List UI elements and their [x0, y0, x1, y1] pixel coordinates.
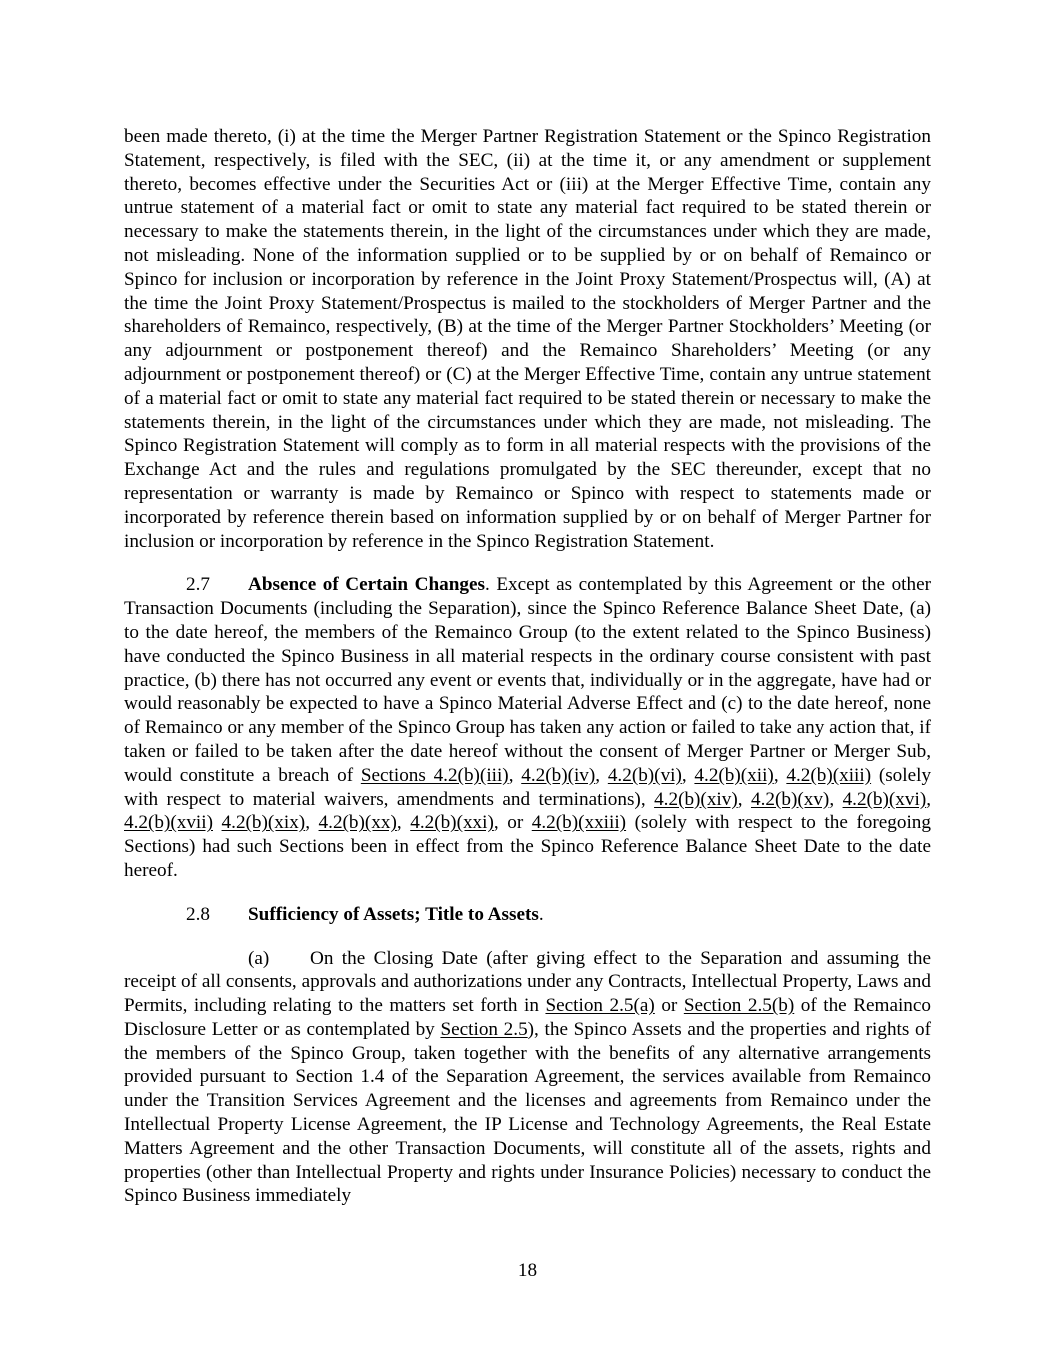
section-2-8-a-paragraph: (a) On the Closing Date (after giving effect to the Separation and assuming the receipt of all consents, approvals and authorizations under any Contracts, Intellectual Property, Laws and Permits, including relating to the matters set forth in Section 2.5(a) or Section 2.5(b) of the Remainco Disclosure Letter or as contemplated by Section 2.5), the Spinco Assets and the properties and rights of the members of the Spinco Group, taken together with the benefits of any alternative arrangements provided pursuant to Section 1.4 of the Separation Agreement, the services available from Remainco under the Transition Services Agreement and the licenses and agreements from Remainco under the Intellectual Property License Agreement, the IP License and Technology Agreements, the Real Estate Matters Agreement and the other Transaction Documents, will constitute all of the assets, rights and properties (other than Intellectual Property and rights under Insurance Policies) necessary to conduct the Spinco Business immediately: [124, 947, 931, 1207]
document-page: [124, 125, 931, 1208]
cross-reference: 4.2(b)(xvi): [842, 788, 927, 810]
section-2-8-heading: Sufficiency of Assets; Title to Assets: [248, 903, 539, 925]
section-2-7-paragraph: 2.7 Absence of Certain Changes. Except as contemplated by this Agreement or the other Transaction Documents (including the Separation), since the Spinco Reference Balance Sheet Date, (a) to the date hereof, the members of the Remainco Group (to the extent related to the Spinco Business) have conducted the Spinco Business in all material respects in the ordinary course consistent with past practice, (b) there has not occurred any event or events that, individually or in the aggregate, have had or would reasonably be expected to have a Spinco Material Adverse Effect and (c) to the date hereof, none of Remainco or any member of the Spinco Group has taken any action or failed to take any action that, if taken or failed to be taken after the date hereof without the consent of Merger Partner or Merger Sub, would constitute a breach of Sections 4.2(b)(iii), 4.2(b)(iv), 4.2(b)(vi), 4.2(b)(xii), 4.2(b)(xiii) (solely with respect to material waivers, amendments and terminations), 4.2(b)(xiv), 4.2(b)(xv), 4.2(b)(xvi), 4.2(b)(xvii) 4.2(b)(xix), 4.2(b)(xx), 4.2(b)(xxi), or 4.2(b)(xxiii) (solely with respect to the foregoing Sections) had such Sections been in effect from the Spinco Reference Balance Sheet Date to the date hereof.: [124, 574, 932, 881]
cross-reference: Sections 4.2(b)(iii): [360, 764, 509, 786]
section-2-8-heading-line: 2.8 Sufficiency of Assets; Title to Assets.: [186, 903, 544, 925]
cross-reference: 4.2(b)(iv): [521, 764, 596, 786]
cross-reference: Section 2.5(a): [545, 995, 655, 1017]
cross-reference: 4.2(b)(vi): [607, 764, 682, 786]
cross-reference: 4.2(b)(xv): [750, 788, 830, 810]
section-2-7-number: 2.7: [186, 574, 210, 596]
paragraph-carryover: been made thereto, (i) at the time the Merger Partner Registration Statement or the Spinco Registration Statement, respectively, is filed with the SEC, (ii) at the time it, or any amendment or supplement thereto, becomes effective under the Securities Act or (iii) at the Merger Effective Time, contain any untrue statement of a material fact or omit to state any material fact required to be stated therein or necessary to make the statements therein, in the light of the circumstances under which they are made, not misleading. None of the information supplied or to be supplied by or on behalf of Remainco or Spinco for inclusion or incorporation by reference in the Joint Proxy Statement/Prospectus will, (A) at the time the Joint Proxy Statement/Prospectus is mailed to the stockholders of Merger Partner and the shareholders of Remainco, respectively, (B) at the time of the Merger Partner Stockholders’ Meeting (or any adjournment or postponement thereof) and the Remainco Shareholders’ Meeting (or any adjournment or postponement thereof) or (C) at the Merger Effective Time, contain any untrue statement of a material fact or omit to state any material fact required to be stated therein or necessary to make the statements therein, in the light of the circumstances under which they are made, not misleading. The Spinco Registration Statement will comply as to form in all material respects with the provisions of the Exchange Act and the rules and regulations promulgated by the SEC thereunder, except that no representation or warranty is made by Remainco or Spinco with respect to statements made or incorporated by reference therein based on information supplied by or on behalf of Merger Partner for inclusion or incorporation by reference in the Spinco Registration Statement.: [124, 126, 931, 552]
cross-reference: Section 2.5(b): [683, 995, 795, 1017]
cross-reference: 4.2(b)(xiii): [786, 764, 872, 786]
cross-reference: 4.2(b)(xii): [694, 764, 774, 786]
cross-reference: Section 2.5: [440, 1018, 528, 1040]
cross-reference: 4.2(b)(xix): [221, 812, 306, 834]
cross-reference: 4.2(b)(xxi): [410, 812, 494, 834]
cross-reference: 4.2(b)(xx): [318, 812, 397, 834]
section-2-8-number: 2.8: [186, 903, 210, 925]
cross-reference: 4.2(b)(xvii): [124, 812, 213, 834]
subsection-label: (a): [248, 947, 270, 969]
page-number: 18: [517, 1260, 538, 1281]
cross-reference: 4.2(b)(xiv): [654, 788, 738, 810]
section-2-7-heading: Absence of Certain Changes: [248, 574, 485, 596]
cross-reference: 4.2(b)(xxiii): [531, 812, 627, 834]
